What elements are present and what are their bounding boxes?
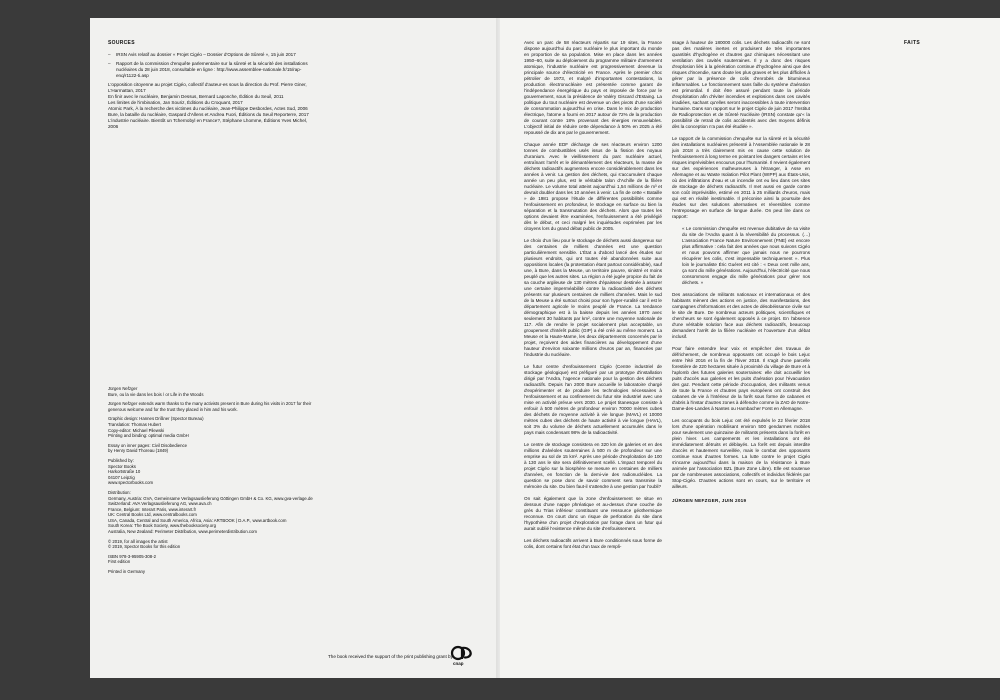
support-note: The book received the support of the print publishing grant by: [328, 654, 453, 659]
bibliography: [108, 82, 318, 130]
imprint-block: [108, 386, 318, 579]
distribution-text: Distribution: Germany, Austria: GVA, Gemeinsame Verlagsauslieferung Göttingen GmbH & Co. KG, www.gva-verlage.de Switzerland: AVA Verlagsauslieferung AG, www.ava.ch France, Belgium: Interart Paris, www.interart.fr UK: Central Books Ltd, www.centralbooks.com USA, Canada, Central and South America, Africa, Asia: ARTBOOK | D.A.P., www.artbook.com South Korea: The Book Society, www.thebooksociety.org Australia, New Zealand: Perimeter Distribution, www.perimeterdistribution.com: [108, 489, 313, 535]
svg-text:cnap: cnap: [453, 661, 464, 666]
paragraph: Le choix d'un lieu pour le stockage de déchets aussi dangereux sur des centaines de milliers d'années est une question particulièrement sensible. L'État a d'abord lancé des études sur plusieurs endroits, qui ont toutes été abandonnées suite aux oppositions locales (la protestation étant partout considérable), sauf une, à Bure, dans la Meuse, un territoire pauvre, sinistré et moins peuplé que les autres sites. La région a été jugée propice du fait de sa couche argileuse de 130 mètres d'épaisseur destinée à assurer une certaine imperméabilité contre la radioactivité des déchets présents sur plusieurs centaines de milliers d'années. Mais le sud de la Meuse a été surtout choisi pour son hyper-ruralité car il est le département agricole le moins peuplé de France. La tendance démographique est à la baisse depuis les années 1970 avec seulement 30 habitants par km², contre une moyenne nationale de 117. Afin de rendre le projet socialement plus acceptable, un groupement d'intérêt public (GIP) a été créé au même moment. La Meuse et la Haute-Marne, les deux départements concernés par le projet, reçoivent des aides financières au développement d'une hauteur d'environ soixante millions d'euros par an, financées par l'industrie du nucléaire.: [524, 238, 662, 357]
paragraph: On sait également que la zone d'enfouissement se situe en dessous d'une nappe phréatique et au-dessus d'une couche de grès du Trias inférieur constituant une ressource géothermique reconnue. On court donc un risque de perforation du site dans l'hypothèse d'un projet d'exploration par forage dans un futur qui aurait oublié l'existence même du site d'enfouissement.: [524, 496, 662, 531]
bibliography-item: En finir avec le nucléaire, Benjamin Dessus, Bernard Laponche, Édition du Seuil, 2011: [108, 94, 284, 99]
bibliography-item: L'opposition citoyenne au projet Cigéo, collectif d'auteur-es sous la direction du Prof. Pierre Giner, L'Harmattan, 2017: [108, 82, 307, 93]
paragraph: Pour faire entendre leur voix et empêcher des travaux de défrichement, de nombreux opposants ont occupé le bois Lejuc entre l'été 2016 et la fin de l'hiver 2018. Il s'agit d'une parcelle forestière de 220 hectares située à proximité du village de Bure et à l'aplomb des futures galeries souterraines: elle doit accueillir les puits d'accès aux galeries et les puits d'aération pour l'évacuation des gaz. Pendant cette période d'occupation, des militants venus de toute la France et d'autres pays européens ont construit des cabanes de vie à l'intérieur de la forêt sous forme de cabanes et d'abris à l'instar d'autres zones à défendre comme la ZAD de Notre-Dame-des-Landes à Nantes ou Hambacher Forst en Allemagne.: [672, 346, 810, 411]
paragraph: Avec un parc de 58 réacteurs répartis sur 19 sites, la France dispose aujourd'hui du parc nucléaire le plus important du monde en proportion de sa population. Mise en place dans les années 1950–60, suite au déploiement du programme militaire d'armement atomique, l'industrie nucléaire est progressivement devenue la principale source d'électricité en France. Après le premier choc pétrolier de 1973, et malgré d'importantes contestations, la production électronucléaire est présentée comme garant de l'indépendance énergétique du pays et imposée de force par le gouvernement, sous la présidence de Valéry Giscard d'Estaing. La politique du tout nucléaire est devenue un des pivots d'une société de consommation aujourd'hui en crise. Dans le mix de production électrique, l'atome a fourni en 2017 autour de 72% de la production de courant contre 18% provenant des énergies renouvelables. L'objectif initial de réduire cette dépendance à 50% en 2025 a été repoussé de dix ans par le gouvernement.: [524, 40, 662, 135]
publisher-text: Published by: Spector Books Harkortstraße 10 04107 Leipzig www.spectorbooks.com: [108, 457, 154, 486]
text-column-1: [524, 40, 662, 556]
printed-text: Printed in Germany: [108, 569, 146, 575]
text-column-2: [672, 40, 810, 504]
paragraph: Le centre de stockage consistera en 320 km de galeries et en des millions d'alvéoles souterraines à 500 m de profondeur sur une emprise au sol de 15 km². Après une période d'exploitation de 100 à 130 ans le site sera définitivement scellé. L'impact temporel du projet Cigéo sur la biosphère se mesure en centaines de milliers d'années, en fonction de la demi-vie des radionucléides. La question se pose donc de savoir comment sera transmise la mémoire du site. Du bien faut-il s'attendre à une gestion par l'oubli?: [524, 442, 662, 489]
block-quote: « Le commission d'enquête est revenue dubitative de sa visite du site de l'Andra quant à la réversibilité du processus. (…) L'association France Nature Environnement (FNE) est encore plus affirmative : cela fait des années que nous suivons Cigéo et nous pouvons affirmer que jamais nous ne pourrons récupérer les colis, c'est impensable techniquement ». Plus loin le journaliste Éric Guéret est cité : « Deux cent mille ans, ça sont dix mille générations. Aujourd'hui, l'électricité que nous consommons engage dix mille générations pour gérer nos déchets. »: [682, 226, 810, 285]
paragraph: Le futur centre d'enfouissement Cigéo (Centre industriel de stockage géologique) est préfiguré par un prototype d'installation dirigé par l'Andra, l'agence nationale pour la gestion des déchets radioactifs. Depuis l'an 2000 Bure accueille le laboratoire chargé d'expérimenter et de produire les technologies nécessaires à l'enfouissement et au confinement du futur site industriel avec une mise en activité prévue vers 2030. Le projet titanesque consiste à enfouir à 500 mètres de profondeur environ 70000 mètres cubes des déchets de moyenne activité à vie longue (MAVL) et 10000 mètres cubes des déchets de haute activité à vie longue (HAVL), soit 3% du volume de déchets actuellement accumulés dans le pays mais condensant 98% de la radioactivité.: [524, 364, 662, 435]
bibliography-item: L'industrie nucléaire. Bientôt un Tchernobyl en France?, Stéphane Lhomme, Éditions Yves Michel, 2006: [108, 118, 308, 129]
bibliography-item: Les limites de l'imbination, Jan Souriz, Éditions du Croquant, 2017: [108, 100, 243, 105]
right-page: [500, 18, 1000, 678]
source-item: – Rapport de la commission d'enquête parlementaire sur la sûreté et la sécurité des installations nucléaires du 28 juin 2018, consultable en ligne : http://www.assemblee-nationale.fr/15/rap-enq/r1122-ti.asp: [108, 61, 318, 79]
paragraph: Les occupants du bois Lejuc ont été expulsés le 22 février 2018 lors d'une opération mobilisant environ 500 gendarmes mobiles pour seulement une quinzaine de militants présents dans la forêt en plein hiver. Les campements et les installations ont été immédiatement détruits et déblayés. La forêt est depuis interdite d'accès et hautement surveillée, mais le combat des opposants continue sous d'autres formes. La lutte contre le projet Cigéo s'incarne aujourd'hui dans la maison de la résistance à Bure animée par l'association BZL (Bure Zone Libre). Elle est soutenue par de nombreuses associations, collectifs et individus fédérés par Stop-Cigéo. D'autres actions sont en cours, sur le territoire et ailleurs.: [672, 418, 810, 489]
source-item: – IRSN Avis relatif au dossier « Projet Cigéo – Dossier d'Options de Sûreté », 15 juin 2017: [108, 52, 318, 58]
imprint-title: Jürgen Nefzger Bure, ou la vie dans les bois / or Life in the Woods: [108, 386, 204, 397]
section-label: FAITS: [904, 40, 921, 46]
credits-text: Graphic design: Hannes Drißner (Spector Bureau) Translation: Thomas Hubert Copy-editor: Michael Pilewski Printing and binding: optimal media GmbH: [108, 416, 204, 439]
cnap-logo-icon: [450, 644, 474, 666]
paragraph: Les déchets radioactifs arrivent à Bure conditionnés sous forme de colis, dont certains font état d'un taux de rempli-: [524, 538, 662, 549]
thanks-text: Jürgen Nefzger extends warm thanks to the many activists present in Bure during his visits in 2017 for their generous welcome and for the trust they placed in him and his work.: [108, 401, 312, 412]
paragraph: ssage à hauteur de 180000 colis. Les déchets radioactifs ne sont pas des matières inertes et produisent de très importantes quantités d'hydrogène et d'autres gaz chimiques nécessitant une ventilation des cavités souterraines. Il y a donc des risques d'explosion liés à la génération continue d'hydrogène ainsi que des risques d'incendie, sans doute les plus graves et les plus difficiles à gérer par la présence de colis d'enrobés de bitumineux inflammables. Le fonctionnement sans faille du système d'aération est primordial. Il doit être assuré pendant toute la période d'exploitation afin d'éviter incendies et explosions dans ces cavités irradiées, sachant qu'elles seront inaccessibles à toute intervention humaine. Dans son rapport sur le projet Cigéo de juin 2017 l'Institut de Radioprotection et de Sûreté Nucléaire (IRSN) constate qu'« la possibilité de retrait de colis accidentés avec des moyens définis dès la conception n'a pas été étudiée ».: [672, 40, 810, 129]
isbn-text: ISBN 978-3-95905-308-2 First edition: [108, 553, 157, 565]
rights-text: © 2019, for all images the artist © 2019, Spector Books for this edition: [108, 538, 181, 550]
sources-heading: SOURCES: [108, 40, 135, 46]
paragraph: Chaque année EDF décharge de ses réacteurs environ 1200 tonnes de combustibles usés issus de la fission des noyaux d'uranium. Avec le vieillissement du parc nucléaire actuel, entraînant l'arrêt et le démantèlement des réacteurs, la masse de déchets radioactifs augmentera encore considérablement dans les années à venir. La gestion des déchets, qui s'accumulent chaque année un peu plus, est le véritable talon d'Achille de la filière nucléaire. Le volume total atteint aujourd'hui 1,54 millions de m³ et devrait doubler dans les 10 années à venir. La fin de cette « Bataille » de 1981 propose l'étude de différentes possibilités comme l'enfouissement en profondeur, le stockage en surface ou bien la séparation et la transmutation des déchets. Alors que toutes les options devaient être examinées, l'enfouissement a été privilégié dès le début, et ceci malgré les inquiétudes exprimées par les citoyens lors du grand débat public de 2005.: [524, 142, 662, 231]
bibliography-item: Bure, la bataille du nucléaire, Gaspard d'Allens et Andrea Fuori, Éditions du Seuil Reporterre, 2017: [108, 112, 309, 117]
paragraph: Le rapport de la commission d'enquête sur la sûreté et la sécurité des installations nucléaires présenté à l'Assemblée nationale le 28 juin 2018 a très clairement mis en cause cette solution de l'enfouissement à long terme en pointant les dangers certains et les risques imprévisibles encourus pour l'humanité. Il revient également sur des expériences malheureuses à l'étranger, à Asse en Allemagne et au Waste Isolation Pilot Plant (WIPP) aux États-Unis, où des infiltrations d'eau et un incendie ont eu lieu dans ces sites de stockage de déchets radioactifs. Il met aussi en garde contre son coût imprévisible, estimé en 2011 à 25 milliards d'euros, mais qui est en réalité inestimable. Il préconise ainsi la poursuite des études sur des solutions alternatives et réversibles comme l'entreposage en surface de longue durée. On peut lire dans ce rapport:: [672, 136, 810, 219]
bibliography-item: Atomic Park, À la recherche des victimes du nucléaire, Jean-Philippe Desbordes, Actes Sud, 2006: [108, 106, 308, 111]
author-signature: JÜRGEN NEFZGER, JUIN 2019: [672, 498, 747, 503]
paragraph: Des associations de militants nationaux et internationaux et des habitants mènent des actions en justice, des manifestations, des campagnes d'informations et des actes de désobéissance civile sur le site de Bure. De nombreux acteurs politiques, scientifiques et chercheurs se sont également opposés à ce projet. En l'absence d'une véritable solution face aux déchets radioactifs, beaucoup demandent l'arrêt de la filière nucléaire et l'ouverture d'un débat inclusif.: [672, 292, 810, 339]
essay-text: Essay on inner pages: Civil Disobedience by Henry David Thoreau (1849): [108, 442, 188, 454]
sources-list: [108, 52, 318, 79]
sources-block: [108, 40, 318, 130]
left-page: [90, 18, 510, 678]
